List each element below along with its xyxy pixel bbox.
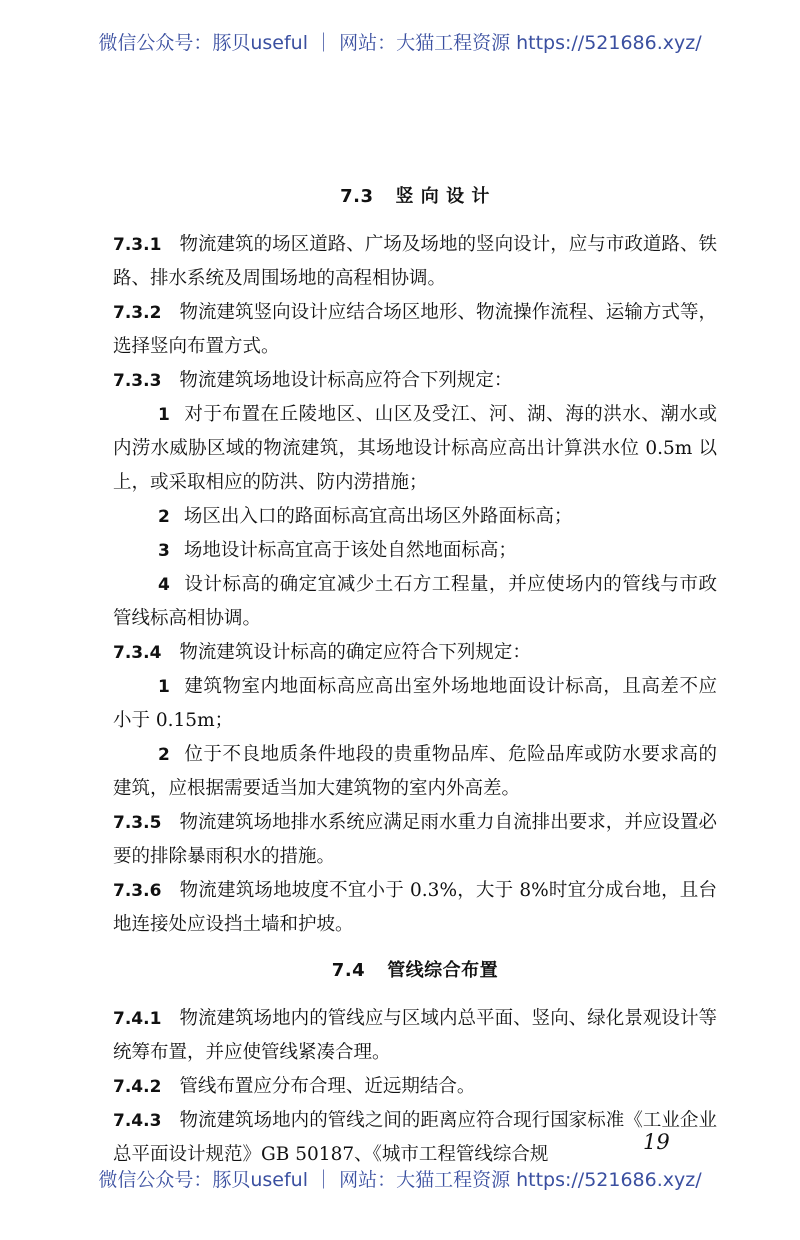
item-text: 场地设计标高宜高于该处自然地面标高； — [183, 540, 517, 561]
list-item — [113, 738, 717, 806]
clause-text: 管线布置应分布合理、近远期结合。 — [179, 1076, 476, 1097]
clause-number: 7.3.3 — [113, 371, 162, 391]
clause-number: 7.3.5 — [113, 813, 162, 833]
clause-text: 物流建筑场地内的管线之间的距离应符合现行国家标准《工业企业总平面设计规范》GB 50187、《城市工程管线综合规 — [113, 1110, 717, 1165]
section-heading-7-4 — [113, 954, 717, 988]
item-text: 建筑物室内地面标高应高出室外场地地面设计标高，且高差不应小于 0.15m； — [113, 676, 717, 731]
list-item — [113, 670, 717, 738]
clause-number: 7.3.4 — [113, 643, 162, 663]
clause-7-3-4 — [113, 636, 717, 670]
clause-7-4-2 — [113, 1070, 717, 1104]
list-item — [113, 398, 717, 500]
clause-text: 物流建筑设计标高的确定应符合下列规定： — [179, 642, 531, 663]
section-number: 7.3 — [340, 186, 374, 207]
list-item — [113, 500, 717, 534]
clause-7-3-1 — [113, 228, 717, 296]
item-number: 4 — [158, 575, 170, 595]
item-number: 3 — [158, 541, 170, 561]
section-title-text: 竖 向 设 计 — [395, 186, 490, 207]
clause-number: 7.3.6 — [113, 881, 162, 901]
clause-text: 物流建筑场地坡度不宜小于 0.3%，大于 8%时宜分成台地，且台地连接处应设挡土墙和护坡。 — [113, 880, 717, 935]
clause-number: 7.3.1 — [113, 235, 162, 255]
item-number: 1 — [158, 677, 170, 697]
watermark-text: 微信公众号：豚贝useful ｜ 网站：大猫工程资源 https://521686.xyz/ — [98, 32, 702, 54]
watermark-top — [0, 30, 800, 56]
item-number: 1 — [158, 405, 170, 425]
item-number: 2 — [158, 745, 170, 765]
page-number: 19 — [643, 1130, 670, 1154]
item-text: 设计标高的确定宜减少土石方工程量，并应使场内的管线与市政管线标高相协调。 — [113, 574, 717, 629]
list-item — [113, 568, 717, 636]
clause-text: 物流建筑场地设计标高应符合下列规定： — [179, 370, 513, 391]
clause-text: 物流建筑竖向设计应结合场区地形、物流操作流程、运输方式等，选择竖向布置方式。 — [113, 302, 717, 357]
clause-7-3-5 — [113, 806, 717, 874]
watermark-bottom — [0, 1167, 800, 1193]
section-heading-7-3 — [113, 180, 717, 214]
clause-7-3-2 — [113, 296, 717, 364]
watermark-text: 微信公众号：豚贝useful ｜ 网站：大猫工程资源 https://521686.xyz/ — [98, 1169, 702, 1191]
clause-7-3-6 — [113, 874, 717, 942]
list-item — [113, 534, 717, 568]
clause-text: 物流建筑场地排水系统应满足雨水重力自流排出要求，并应设置必要的排除暴雨积水的措施。 — [113, 812, 717, 867]
clause-number: 7.4.3 — [113, 1111, 162, 1131]
clause-7-4-1 — [113, 1002, 717, 1070]
item-text: 位于不良地质条件地段的贵重物品库、危险品库或防水要求高的建筑，应根据需要适当加大建筑物的室内外高差。 — [113, 744, 717, 799]
page-content — [113, 180, 717, 1172]
clause-number: 7.3.2 — [113, 303, 162, 323]
section-title-text: 管线综合布置 — [387, 960, 499, 981]
clause-7-4-3 — [113, 1104, 717, 1172]
clause-text: 物流建筑的场区道路、广场及场地的竖向设计，应与市政道路、铁路、排水系统及周围场地的高程相协调。 — [113, 234, 717, 289]
clause-number: 7.4.1 — [113, 1009, 162, 1029]
item-text: 对于布置在丘陵地区、山区及受江、河、湖、海的洪水、潮水或内涝水威胁区域的物流建筑，其场地设计标高应高出计算洪水位 0.5m 以上，或采取相应的防洪、防内涝措施； — [113, 404, 717, 493]
item-number: 2 — [158, 507, 170, 527]
section-number: 7.4 — [331, 960, 366, 981]
clause-text: 物流建筑场地内的管线应与区域内总平面、竖向、绿化景观设计等统筹布置，并应使管线紧凑合理。 — [113, 1008, 717, 1063]
item-text: 场区出入口的路面标高宜高出场区外路面标高； — [183, 506, 573, 527]
clause-number: 7.4.2 — [113, 1077, 162, 1097]
clause-7-3-3 — [113, 364, 717, 398]
